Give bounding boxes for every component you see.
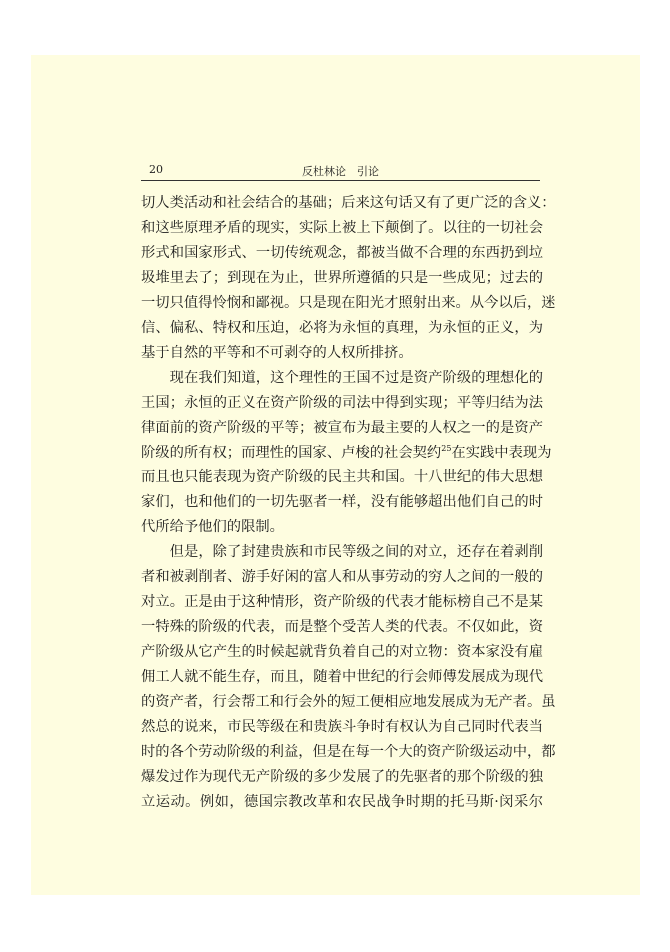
page-header: [141, 161, 540, 181]
text-line: 形式和国家形式、一切传统观念，都被当做不合理的东西扔到垃: [141, 244, 543, 261]
text-line: 者和被剥削者、游手好闲的富人和从事劳动的穷人之间的一般的: [141, 569, 543, 586]
text-line-with-note: [141, 441, 552, 466]
text-line: 一特殊的阶级的代表，而是整个受苦人类的代表。不仅如此，资: [141, 619, 543, 636]
text-line: 但是，除了封建贵族和市民等级之间的对立，还存在着剥削: [169, 544, 543, 561]
footnote-marker: 25: [441, 443, 452, 453]
text-line: 然总的说来，市民等级在和贵族斗争时有权认为自己同时代表当: [141, 719, 543, 736]
paragraph-3: [141, 540, 556, 814]
text-line: 产阶级从它产生的时候起就背负着自己的对立物：资本家没有雇: [141, 644, 543, 661]
text-line: 佣工人就不能生存，而且，随着中世纪的行会师傅发展成为现代: [141, 669, 543, 686]
text-segment: 阶级的所有权；而理性的国家、卢梭的社会契约: [141, 444, 442, 461]
text-line: 立运动。例如，德国宗教改革和农民战争时期的托马斯·闵采尔: [141, 793, 543, 810]
text-line: 爆发过作为现代无产阶级的多少发展了的先驱者的那个阶级的独: [141, 768, 543, 785]
text-line: 代所给予他们的限制。: [141, 519, 284, 536]
paragraph-2: [141, 366, 552, 541]
body-text: [141, 191, 556, 815]
text-line: 信、偏私、特权和压迫，必将为永恒的真理，为永恒的正义，为: [141, 319, 543, 336]
text-line: 圾堆里去了；到现在为止，世界所遵循的只是一些成见；过去的: [141, 269, 543, 286]
text-line: 时的各个劳动阶级的利益，但是在每一个大的资产阶级运动中，都: [141, 743, 556, 760]
text-line: 现在我们知道，这个理性的王国不过是资产阶级的理想化的: [169, 369, 543, 386]
text-line: 一切只值得怜悯和鄙视。只是现在阳光才照射出来。从今以后，迷: [141, 294, 556, 311]
text-segment: 在实践中表现为: [451, 444, 552, 461]
text-line: 切人类活动和社会结合的基础；后来这句话又有了更广泛的含义：: [141, 195, 556, 211]
text-line: 对立。正是由于这种情形，资产阶级的代表才能标榜自己不是某: [141, 594, 543, 611]
text-line: 的资产者，行会帮工和行会外的短工便相应地发展成为无产者。虽: [141, 694, 556, 711]
page-number: 20: [149, 163, 163, 176]
text-line: 王国；永恒的正义在资产阶级的司法中得到实现；平等归结为法: [141, 394, 543, 411]
paragraph-1: [141, 191, 556, 366]
header-rule: [141, 180, 540, 181]
running-title: 反杜林论 引论: [302, 165, 379, 178]
text-line: 律面前的资产阶级的平等；被宣布为最主要的人权之一的是资产: [141, 419, 543, 436]
text-line: 基于自然的平等和不可剥夺的人权所排挤。: [141, 344, 413, 361]
text-line: 而且也只能表现为资产阶级的民主共和国。十八世纪的伟大思想: [141, 469, 543, 486]
text-line: 家们，也和他们的一切先驱者一样，没有能够超出他们自己的时: [141, 494, 543, 511]
text-line: 和这些原理矛盾的现实，实际上被上下颠倒了。以往的一切社会: [141, 219, 543, 236]
